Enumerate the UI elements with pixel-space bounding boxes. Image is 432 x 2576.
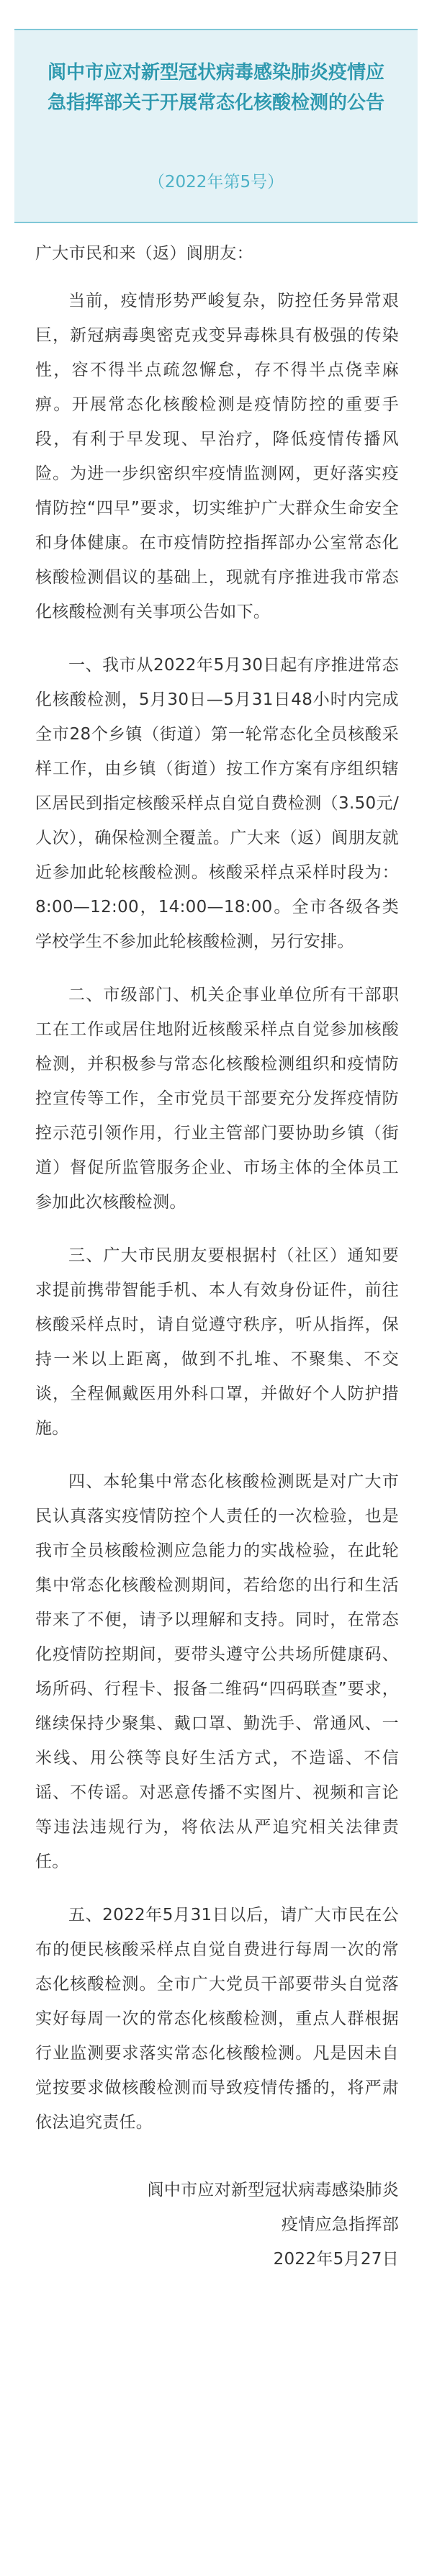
paragraph-item-2: 二、市级部门、机关企事业单位所有干部职工在工作或居住地附近核酸采样点自觉参加核酸检测，并积极参与常态化核酸检测组织和疫情防控宣传等工作，全市党员干部要充分发挥疫情防控示范引领作用，行业主管部门要协助乡镇（街道）督促所监管服务企业、市场主体的全体员工参加此次核酸检测。 [35,986,399,1212]
signature-block [35,2173,399,2276]
signature-date: 2022年5月27日 [273,2250,399,2269]
signature-org-line-2: 疫情应急指挥部 [281,2215,399,2234]
announcement-body [35,236,399,2276]
paragraph-item-1: 一、我市从2022年5月30日起有序推进常态化核酸检测，5月30日—5月31日48小时内完成全市28个乡镇（街道）第一轮常态化全员核酸采样工作，由乡镇（街道）按工作方案有序组织辖区居民到指定核酸采样点自觉自费检测（3.50元/人次），确保检测全覆盖。广大来（返）阆朋友就近参加此轮核酸检测。核酸采样点采样时段为：8:00—12:00，14:00—18:00。全市各级各类学校学生不参加此轮核酸检测，另行安排。 [35,656,399,951]
announcement-number: （2022年第5号） [148,173,284,192]
salutation: 广大市民和来（返）阆朋友： [35,244,253,263]
signature-org-line-1: 阆中市应对新型冠状病毒感染肺炎 [147,2181,399,2199]
header-banner [14,29,418,223]
paragraph-item-3: 三、广大市民朋友要根据村（社区）通知要求提前携带智能手机、本人有效身份证件，前往核酸采样点时，请自觉遵守秩序，听从指挥，保持一米以上距离，做到不扎堆、不聚集、不交谈，全程佩戴医用外科口罩，并做好个人防护措施。 [35,1246,399,1438]
announcement-title: 阆中市应对新型冠状病毒感染肺炎疫情应急指挥部关于开展常态化核酸检测的公告 [47,62,384,114]
paragraph-item-5: 五、2022年5月31日以后，请广大市民在公布的便民核酸采样点自觉自费进行每周一次的常态化核酸检测。全市广大党员干部要带头自觉落实好每周一次的常态化核酸检测，重点人群根据行业监测要求落实常态化核酸检测。凡是因未自觉按要求做核酸检测而导致疫情传播的，将严肃依法追究责任。 [35,1906,399,2132]
paragraph-intro: 当前，疫情形势严峻复杂，防控任务异常艰巨，新冠病毒奥密克戎变异毒株具有极强的传染性，容不得半点疏忽懈怠，存不得半点侥幸麻痹。开展常态化核酸检测是疫情防控的重要手段，有利于早发现、早治疗，降低疫情传播风险。为进一步织密织牢疫情监测网，更好落实疫情防控“四早”要求，切实维护广大群众生命安全和身体健康。在市疫情防控指挥部办公室常态化核酸检测倡议的基础上，现就有序推进我市常态化核酸检测有关事项公告如下。 [35,292,399,621]
paragraph-item-4: 四、本轮集中常态化核酸检测既是对广大市民认真落实疫情防控个人责任的一次检验，也是我市全员核酸检测应急能力的实战检验，在此轮集中常态化核酸检测期间，若给您的出行和生活带来了不便，请予以理解和支持。同时，在常态化疫情防控期间，要带头遵守公共场所健康码、场所码、行程卡、报备二维码“四码联查”要求，继续保持少聚集、戴口罩、勤洗手、常通风、一米线、用公筷等良好生活方式，不造谣、不信谣、不传谣。对恶意传播不实图片、视频和言论等违法违规行为，将依法从严追究相关法律责任。 [35,1472,399,1871]
